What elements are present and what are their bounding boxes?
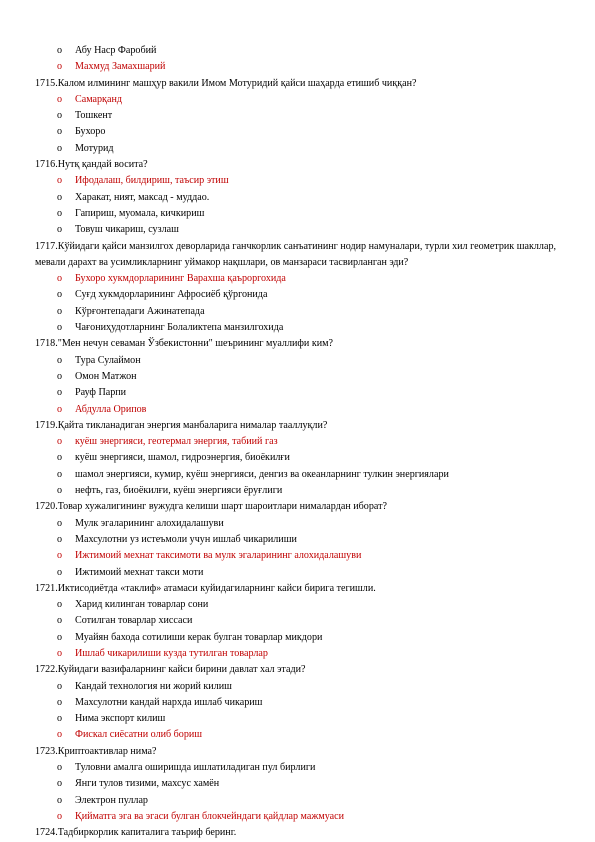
answer-option-correct bbox=[0, 271, 595, 287]
bullet-icon: o bbox=[57, 110, 63, 122]
option-label: Электрон пуллар bbox=[75, 794, 148, 806]
answer-option bbox=[0, 793, 595, 809]
answer-option bbox=[0, 679, 595, 695]
question-label: 1715.Калом илмининг машҳур вакили Имом Мотуридий қайси шаҳарда етишиб чиққан? bbox=[35, 77, 417, 89]
option-label: Тура Сулаймон bbox=[75, 354, 141, 366]
bullet-icon: o bbox=[57, 729, 63, 741]
option-label: Ишлаб чикарилиши кузда тутилган товарлар bbox=[75, 647, 268, 659]
option-label: Ижтимоий мехнат таксимоти ва мулк эгаларининг алохидалашуви bbox=[75, 550, 362, 562]
option-label: Самарқанд bbox=[75, 93, 122, 105]
bullet-icon: o bbox=[57, 305, 63, 317]
answer-option-correct bbox=[0, 548, 595, 564]
answer-option bbox=[0, 695, 595, 711]
option-label: Абдулла Орипов bbox=[75, 403, 147, 415]
option-label: Қийматга эга ва эгаси булган блокчейндаги қайдлар мажмуаси bbox=[75, 810, 344, 822]
answer-option-correct bbox=[0, 727, 595, 743]
bullet-icon: o bbox=[57, 762, 63, 774]
answer-option bbox=[0, 532, 595, 548]
answer-option bbox=[0, 206, 595, 222]
bullet-icon: o bbox=[57, 778, 63, 790]
question-label: 1718."Мен нечун севаман Ўзбекистонни" шеърининг муаллифи ким? bbox=[35, 338, 334, 350]
question-text bbox=[0, 239, 595, 272]
bullet-icon: o bbox=[57, 370, 63, 382]
question-label: 1722.Куйидаги вазифаларнинг кайси бирини давлат хал этади? bbox=[35, 664, 306, 676]
option-label: Туловни амалга оширишда ишлатиладиган пул бирлиги bbox=[75, 762, 316, 774]
option-label: куёш энергияси, геотермал энергия, табиий газ bbox=[75, 436, 278, 448]
question-text bbox=[0, 157, 595, 173]
question-text bbox=[0, 581, 595, 597]
question-label: 1723.Криптоактивлар нима? bbox=[35, 745, 157, 757]
option-label: Нима экспорт килиш bbox=[75, 713, 166, 725]
document-body bbox=[0, 43, 595, 842]
bullet-icon: o bbox=[57, 45, 63, 56]
bullet-icon: o bbox=[57, 533, 63, 545]
answer-option bbox=[0, 190, 595, 206]
question-text bbox=[0, 418, 595, 434]
option-label: Чағониҳудотларнинг Болаликтепа манзилгохида bbox=[75, 322, 284, 334]
bullet-icon: o bbox=[57, 191, 63, 203]
answer-option bbox=[0, 222, 595, 238]
option-label: Сотилган товарлар хиссаси bbox=[75, 615, 193, 627]
bullet-icon: o bbox=[57, 615, 63, 627]
option-label: Махсулотни кандай нархда ишлаб чикариш bbox=[75, 696, 263, 708]
question-label: 1720.Товар хужалигининг вужудга келиши шарт шароитлари нималардан иборат? bbox=[35, 501, 387, 513]
bullet-icon: o bbox=[57, 550, 63, 562]
question-label: 1717.Кўйидаги қайси манзилгох деворларида ганчкорлик санъатининг нодир намуналари, турли хил геометрик шакллар, мевали дарахт ва усимликларнинг уймакор нақшлари, ов манзараси тасвирланган эди? bbox=[35, 240, 557, 268]
answer-option bbox=[0, 483, 595, 499]
option-label: Кўрғонтепадаги Ажинатепада bbox=[75, 305, 205, 317]
option-label: Муайян бахода сотилиши керак булган товарлар микдори bbox=[75, 631, 323, 643]
bullet-icon: o bbox=[57, 794, 63, 806]
bullet-icon: o bbox=[57, 126, 63, 138]
bullet-icon: o bbox=[57, 713, 63, 725]
answer-option bbox=[0, 320, 595, 336]
bullet-icon: o bbox=[57, 322, 63, 334]
option-label: Фискал сиёсатни олиб бориш bbox=[75, 729, 203, 741]
option-label: Ижтимоий мехнат такси моти bbox=[75, 566, 204, 578]
bullet-icon: o bbox=[57, 452, 63, 464]
question-text bbox=[0, 662, 595, 678]
option-label: Махмуд Замахшарий bbox=[75, 61, 166, 73]
option-label: Суғд хукмдорларининг Афросиёб қўргонида bbox=[75, 289, 268, 301]
option-label: Товуш чикариш, сузлаш bbox=[75, 224, 179, 236]
answer-option bbox=[0, 108, 595, 124]
answer-option bbox=[0, 369, 595, 385]
answer-option bbox=[0, 43, 595, 59]
bullet-icon: o bbox=[57, 647, 63, 659]
option-label: Омон Матжон bbox=[75, 370, 137, 382]
option-label: Махсулотни уз истеъмоли учун ишлаб чикарилиши bbox=[75, 533, 297, 545]
answer-option bbox=[0, 613, 595, 629]
bullet-icon: o bbox=[57, 273, 63, 285]
bullet-icon: o bbox=[57, 207, 63, 219]
bullet-icon: o bbox=[57, 142, 63, 154]
bullet-icon: o bbox=[57, 680, 63, 692]
bullet-icon: o bbox=[57, 517, 63, 529]
question-label: 1724.Тадбиркорлик капиталига таъриф беринг. bbox=[35, 827, 237, 839]
answer-option bbox=[0, 516, 595, 532]
option-label: Ифодалаш, билдириш, таъсир этиш bbox=[75, 175, 229, 187]
bullet-icon: o bbox=[57, 696, 63, 708]
question-text bbox=[0, 499, 595, 515]
option-label: Абу Наср Фаробий bbox=[75, 45, 157, 56]
option-label: Мулк эгаларининг алохидалашуви bbox=[75, 517, 224, 529]
answer-option bbox=[0, 124, 595, 140]
question-text bbox=[0, 825, 595, 841]
answer-option bbox=[0, 141, 595, 157]
bullet-icon: o bbox=[57, 468, 63, 480]
option-label: Бухоро хукмдорларининг Варахша қаъроргохида bbox=[75, 273, 286, 285]
answer-option-correct bbox=[0, 434, 595, 450]
answer-option-correct bbox=[0, 809, 595, 825]
option-label: Янги тулов тизими, махсус хамён bbox=[75, 778, 220, 790]
bullet-icon: o bbox=[57, 93, 63, 105]
bullet-icon: o bbox=[57, 175, 63, 187]
answer-option bbox=[0, 385, 595, 401]
answer-option bbox=[0, 711, 595, 727]
question-label: 1721.Иктисодиётда «таклиф» атамаси куйидагиларнинг кайси бирига тегишли. bbox=[35, 582, 376, 594]
bullet-icon: o bbox=[57, 599, 63, 611]
bullet-icon: o bbox=[57, 387, 63, 399]
option-label: Тошкент bbox=[75, 110, 113, 122]
bullet-icon: o bbox=[57, 810, 63, 822]
option-label: Бухоро bbox=[75, 126, 106, 138]
question-text bbox=[0, 336, 595, 352]
bullet-icon: o bbox=[57, 485, 63, 497]
answer-option bbox=[0, 304, 595, 320]
option-label: нефть, газ, биоёкилғи, куёш энергияси ёруғлиги bbox=[75, 485, 283, 497]
option-label: Мотурид bbox=[75, 142, 114, 154]
answer-option bbox=[0, 467, 595, 483]
answer-option-correct bbox=[0, 646, 595, 662]
option-label: куёш энергияси, шамол, гидроэнергия, биоёкилғи bbox=[75, 452, 290, 464]
bullet-icon: o bbox=[57, 566, 63, 578]
bullet-icon: o bbox=[57, 224, 63, 236]
option-label: шамол энергияси, кумир, куёш энергияси, денгиз ва океанларнинг тулкин энергиялари bbox=[75, 468, 449, 480]
bullet-icon: o bbox=[57, 61, 63, 73]
answer-option-correct bbox=[0, 173, 595, 189]
answer-option-correct bbox=[0, 92, 595, 108]
answer-option bbox=[0, 287, 595, 303]
answer-option bbox=[0, 597, 595, 613]
option-label: Рауф Парпи bbox=[75, 387, 127, 399]
question-label: 1716.Нутқ қандай восита? bbox=[35, 159, 148, 171]
answer-option bbox=[0, 450, 595, 466]
answer-option-correct bbox=[0, 402, 595, 418]
bullet-icon: o bbox=[57, 403, 63, 415]
answer-option bbox=[0, 760, 595, 776]
answer-option bbox=[0, 776, 595, 792]
answer-option-correct bbox=[0, 59, 595, 75]
answer-option bbox=[0, 565, 595, 581]
answer-option bbox=[0, 630, 595, 646]
bullet-icon: o bbox=[57, 631, 63, 643]
bullet-icon: o bbox=[57, 289, 63, 301]
option-label: Гапириш, муомала, кичкириш bbox=[75, 207, 205, 219]
option-label: Харид килинган товарлар сони bbox=[75, 599, 209, 611]
question-text bbox=[0, 744, 595, 760]
bullet-icon: o bbox=[57, 436, 63, 448]
question-label: 1719.Қайта тикланадиган энергия манбаларига нималар тааллуқли? bbox=[35, 419, 328, 431]
question-text bbox=[0, 76, 595, 92]
option-label: Харакат, ният, максад - муддао. bbox=[75, 191, 210, 203]
option-label: Кандай технология ни жорий килиш bbox=[75, 680, 232, 692]
answer-option bbox=[0, 353, 595, 369]
bullet-icon: o bbox=[57, 354, 63, 366]
